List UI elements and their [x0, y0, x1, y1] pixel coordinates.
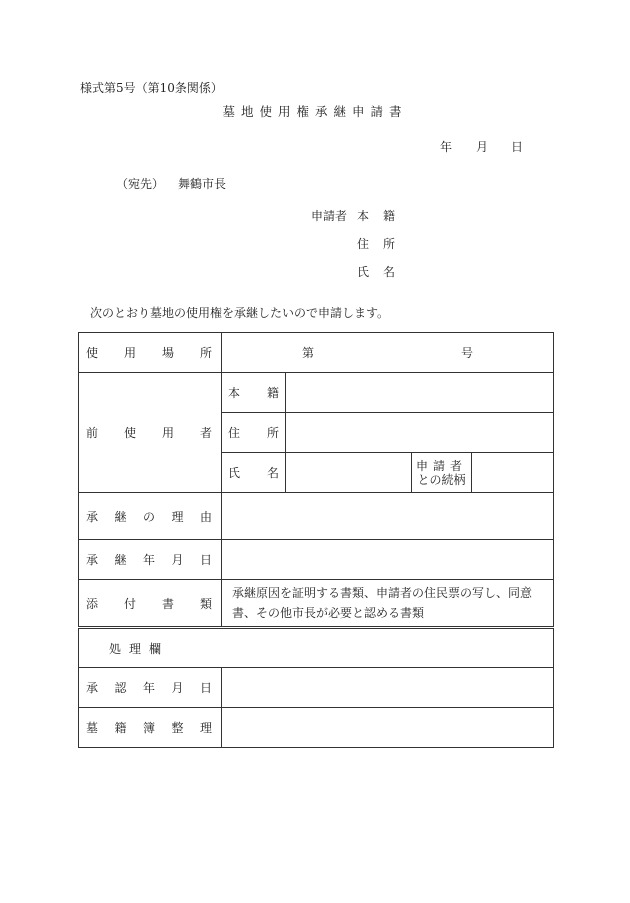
- applicant-label: 申請者: [311, 209, 348, 223]
- register-field[interactable]: [222, 708, 554, 748]
- date-day-label: 日: [511, 140, 524, 154]
- processing-section-title: 処理欄: [79, 628, 554, 668]
- reason-label-cell: 承 継 の 理 由: [79, 493, 222, 540]
- addressee-prefix: （宛先）: [116, 177, 165, 191]
- date-month-label: 月: [476, 140, 489, 154]
- table-row: [79, 540, 554, 580]
- table-row: [79, 668, 554, 708]
- place-number-field[interactable]: 第 号: [222, 333, 554, 373]
- relation-label: 申請者 との続柄: [412, 453, 472, 493]
- reason-field[interactable]: [222, 493, 554, 540]
- table-row: [79, 628, 554, 668]
- application-table: [78, 332, 554, 748]
- table-row: [79, 373, 554, 413]
- date-year-label: 年: [440, 140, 453, 154]
- applicant-name-label: 氏名: [357, 265, 410, 279]
- place-label-cell: 使 用 場 所: [79, 333, 222, 373]
- form-number: 様式第5号（第10条関係）: [80, 81, 223, 95]
- prev-honseki-label: 本 籍: [222, 373, 286, 413]
- table-row: [79, 708, 554, 748]
- table-row: [79, 493, 554, 540]
- approval-date-label-cell: 承 認 年 月 日: [79, 668, 222, 708]
- succession-date-label-cell: 承 継 年 月 日: [79, 540, 222, 580]
- applicant-address-label: 住所: [357, 237, 410, 251]
- succession-date-field[interactable]: [222, 540, 554, 580]
- prev-honseki-field[interactable]: [286, 373, 554, 413]
- prev-name-label: 氏 名: [222, 453, 286, 493]
- attachments-label-cell: 添 付 書 類: [79, 580, 222, 628]
- intro-text: 次のとおり墓地の使用権を承継したいので申請します。: [90, 306, 390, 320]
- approval-date-field[interactable]: [222, 668, 554, 708]
- relation-field[interactable]: [472, 453, 554, 493]
- applicant-honseki-label: 本籍: [357, 209, 410, 223]
- form-title: 墓地使用権承継申請書: [222, 104, 408, 119]
- addressee-name: 舞鶴市長: [178, 177, 227, 191]
- attachments-text: 承継原因を証明する書類、申請者の住民票の写し、同意書、その他市長が必要と認める書類: [222, 580, 554, 628]
- prev-name-field[interactable]: [286, 453, 412, 493]
- register-label-cell: 墓 籍 簿 整 理: [79, 708, 222, 748]
- table-row: [79, 580, 554, 628]
- prev-user-label-cell: 前 使 用 者: [79, 373, 222, 493]
- table-row: [79, 333, 554, 373]
- addressee: [116, 178, 226, 190]
- prev-address-label: 住 所: [222, 413, 286, 453]
- prev-address-field[interactable]: [286, 413, 554, 453]
